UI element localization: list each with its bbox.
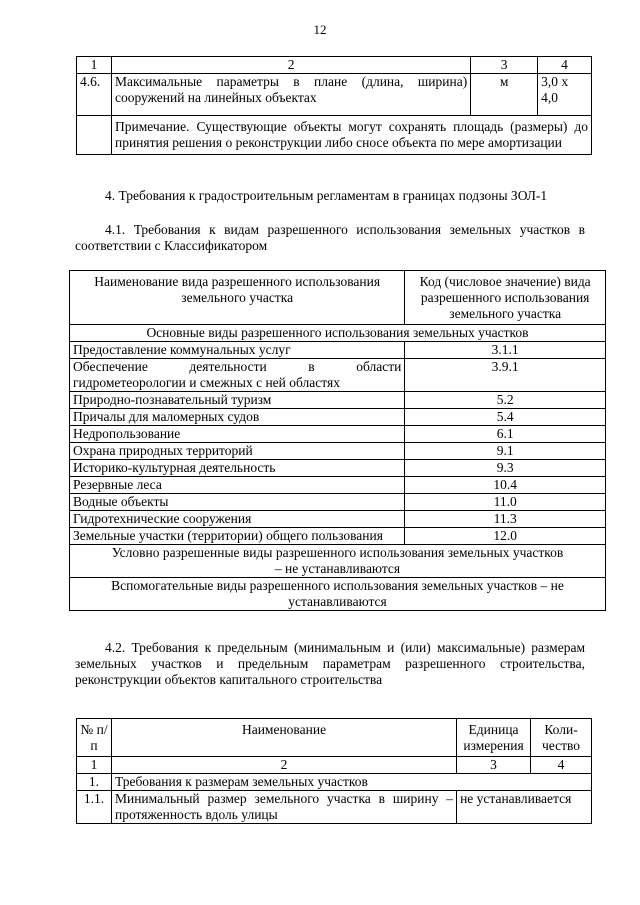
use-name: Предоставление коммунальных услуг (70, 342, 405, 359)
col-header-code: Код (числовое значение) вида разрешенного использования земельного участка (405, 271, 606, 325)
use-name: Обеспечение деятельности в области гидрометеорологии и смежных с ней областях (70, 359, 405, 392)
use-code: 3.1.1 (405, 342, 606, 359)
table-row (70, 443, 606, 460)
limits-table (76, 718, 592, 824)
use-code: 10.4 (405, 477, 606, 494)
main-uses-header: Основные виды разрешенного использования земельных участков (70, 325, 606, 342)
use-code: 11.3 (405, 511, 606, 528)
table-note-row (77, 116, 592, 155)
table-index-row (77, 757, 592, 774)
use-name: Природно-познавательный туризм (70, 392, 405, 409)
note-text: Примечание. Существующие объекты могут сохранять площадь (размеры) до принятия решения о реконструкции либо сносе объекта по мере амортизации (111, 116, 591, 155)
section-row (70, 578, 606, 611)
land-use-table (69, 270, 606, 611)
table-row (70, 511, 606, 528)
section-row (70, 545, 606, 578)
use-name: Недропользование (70, 426, 405, 443)
use-name: Причалы для маломерных судов (70, 409, 405, 426)
col-index: 4 (531, 757, 592, 774)
table-row (70, 359, 606, 392)
use-name: Водные объекты (70, 494, 405, 511)
use-code: 3.9.1 (405, 359, 606, 392)
subsection-4-2: 4.2. Требования к предельным (минимальным и (или) максимальные) размерам земельных участков и предельным параметрам разрешенного строительства, реконструкции объектов капитального строительства (75, 640, 585, 687)
table-row (70, 528, 606, 545)
col-header-unit: Единица измерения (457, 719, 531, 757)
use-code: 5.2 (405, 392, 606, 409)
table-row (77, 74, 592, 116)
row-name: Максимальные параметры в плане (длина, ширина) сооружений на линейных объектах (111, 74, 470, 116)
col-index: 4 (538, 57, 592, 74)
table-header-row (77, 719, 592, 757)
table-header-row (77, 57, 592, 74)
use-name: Гидротехнические сооружения (70, 511, 405, 528)
use-code: 9.1 (405, 443, 606, 460)
col-index: 2 (111, 757, 456, 774)
use-code: 6.1 (405, 426, 606, 443)
use-code: 12.0 (405, 528, 606, 545)
section-row (70, 325, 606, 342)
table-row (70, 426, 606, 443)
table-row (70, 392, 606, 409)
row-value: 3,0 х 4,0 (538, 74, 592, 116)
row-number: 4.6. (77, 74, 112, 116)
col-header-num: № п/п (77, 719, 112, 757)
row-value: не устанавливается (457, 791, 592, 824)
table-row (70, 342, 606, 359)
use-name: Земельные участки (территории) общего пользования (70, 528, 405, 545)
conditional-uses: Условно разрешенные виды разрешенного использования земельных участков – не устанавливаются (70, 545, 606, 578)
table-row (70, 494, 606, 511)
page-number: 12 (313, 22, 327, 37)
row-number: 1. (77, 774, 112, 791)
table-row (70, 477, 606, 494)
row-name: Требования к размерам земельных участков (111, 774, 591, 791)
row-number: 1.1. (77, 791, 112, 824)
auxiliary-uses: Вспомогательные виды разрешенного использования земельных участков – не устанавливаются (70, 578, 606, 611)
parameters-table-continued (76, 56, 592, 155)
table-row (70, 460, 606, 477)
use-name: Историко-культурная деятельность (70, 460, 405, 477)
col-index: 3 (471, 57, 538, 74)
col-index: 1 (77, 757, 112, 774)
col-header-qty: Коли-чество (531, 719, 592, 757)
col-header-name: Наименование (111, 719, 456, 757)
use-code: 11.0 (405, 494, 606, 511)
col-index: 2 (111, 57, 470, 74)
table-header-row (70, 271, 606, 325)
table-row (77, 791, 592, 824)
subsection-4-1: 4.1. Требования к видам разрешенного использования земельных участков в соответствии с Классификатором (75, 222, 585, 253)
col-header-name: Наименование вида разрешенного использования земельного участка (70, 271, 405, 325)
use-name: Охрана природных территорий (70, 443, 405, 460)
use-code: 5.4 (405, 409, 606, 426)
table-row (70, 409, 606, 426)
table-row (77, 774, 592, 791)
col-index: 3 (457, 757, 531, 774)
col-index: 1 (77, 57, 112, 74)
use-code: 9.3 (405, 460, 606, 477)
section-heading: 4. Требования к градостроительным регламентам в границах подзоны ЗОЛ-1 (105, 188, 548, 203)
row-unit: м (471, 74, 538, 116)
use-name: Резервные леса (70, 477, 405, 494)
row-name: Минимальный размер земельного участка в ширину – протяженность вдоль улицы (111, 791, 456, 824)
